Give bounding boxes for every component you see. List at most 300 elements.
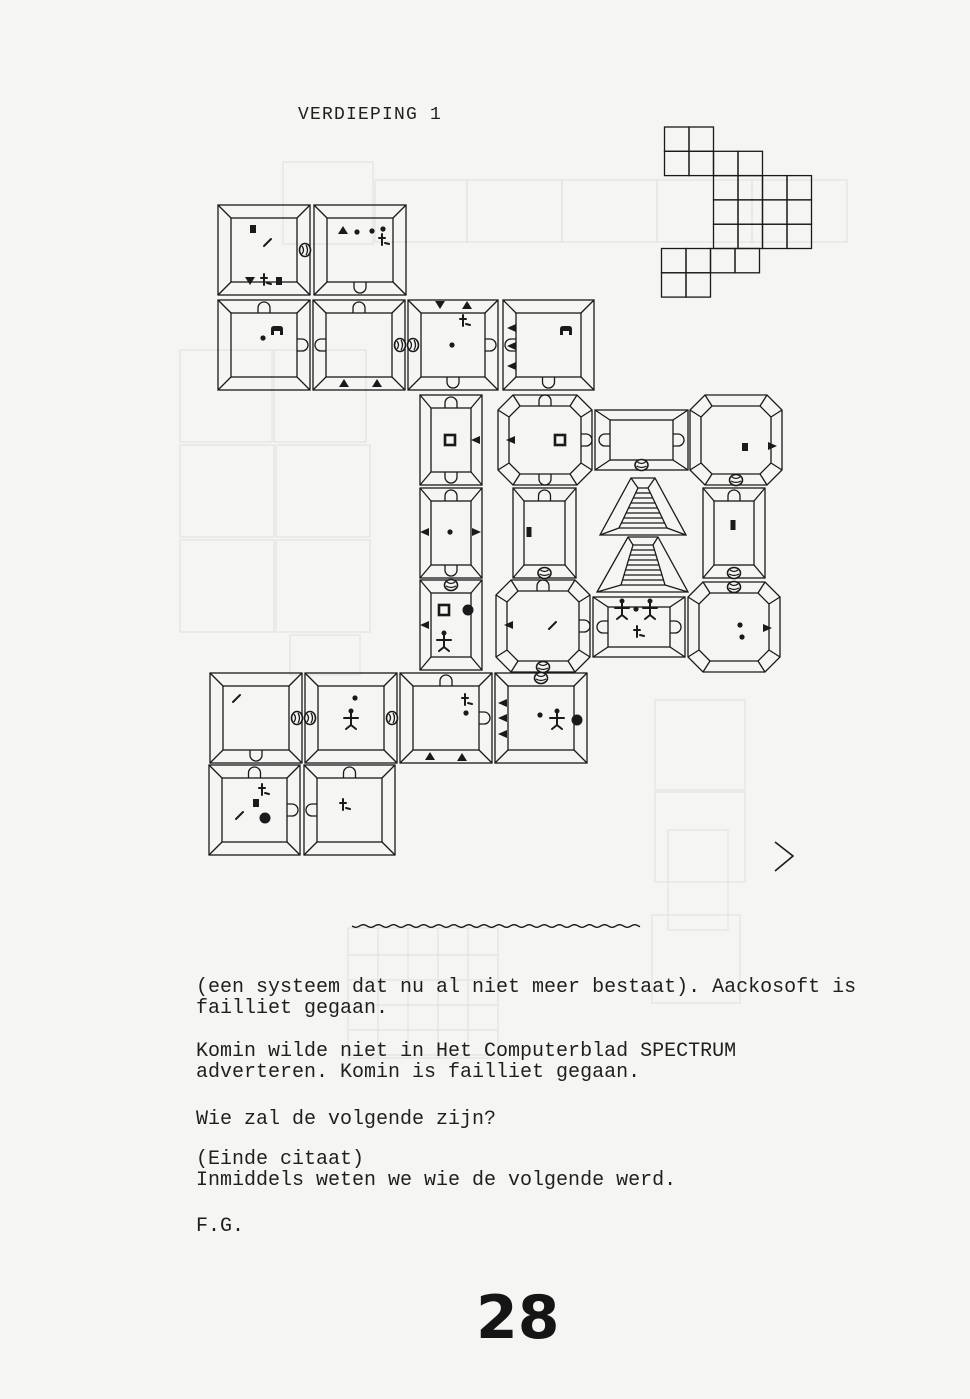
grid-cell [738,200,763,224]
map-room-g [420,395,482,485]
room-bevel-line [304,765,317,778]
shell-outline [387,712,398,725]
grid-cell [763,200,788,224]
room-bevel-line [703,661,710,672]
arrow-left-icon [498,714,507,722]
triangle-up-icon [462,301,472,309]
map-room-e [408,300,499,390]
room-bevel-line [420,488,431,501]
triangle-up-icon [338,226,348,234]
text-line: Komin wilde niet in Het Computerblad SPECTRUM [196,1040,737,1063]
door-arch-icon [479,712,490,724]
room-bevel-line [568,580,575,591]
room-bevel-line [496,595,507,602]
item-dot-icon [739,634,744,639]
doorway-shell-icon [305,712,316,725]
triangle-up-icon [339,379,349,387]
room-bevel-line [579,595,590,602]
door-arch-icon [543,377,555,388]
ball-icon [572,715,583,726]
stairs-up-icon [600,478,686,535]
map-room-w [304,765,395,855]
room-bevel-line [471,488,482,501]
arrow-left-icon [506,436,515,444]
room-bevel-line [382,842,395,855]
separator-wavy-line [352,925,640,928]
room-bevel-line [581,410,592,417]
item-dot-icon [633,606,638,611]
room-bevel-line [384,673,397,686]
room-bevel-line [297,377,310,390]
map-room-n [420,580,482,671]
map-room-d [313,300,406,390]
room-bevel-line [485,300,498,313]
room-bevel-line [565,488,576,501]
room-bevel-line [210,673,223,686]
room-bevel-line [568,661,575,672]
door-arch-icon [306,804,317,816]
door-arch-icon [537,580,549,591]
item-dot-icon [260,335,265,340]
figure-icon [550,709,564,730]
room-bevel-line [392,300,405,313]
room-bevel-line [297,205,310,218]
stairs-edge [631,478,638,488]
door-arch-icon [673,434,684,446]
grid-cell [686,273,711,297]
room-bevel-line [496,650,507,657]
map-rooms [209,205,782,855]
room-outer-wall [690,395,782,485]
room-inner-wall [714,501,754,565]
room-bevel-line [218,300,231,313]
paragraph-3 [196,1109,496,1130]
room-bevel-line [471,565,482,578]
map-room-s [305,673,398,763]
bar-icon [731,520,736,530]
room-bevel-line [593,597,608,607]
room-bevel-line [420,565,431,578]
door-arch-icon [445,565,457,576]
door-arch-icon [287,804,298,816]
door-arch-icon [447,377,459,388]
room-bevel-line [503,300,516,313]
room-bevel-line [673,410,688,420]
room-bevel-line [393,282,406,295]
grid-cell [787,176,812,200]
door-arch-icon [353,302,365,313]
room-bevel-line [479,750,492,763]
room-bevel-line [769,650,780,657]
door-arch-icon [599,434,610,446]
room-bevel-line [420,472,431,485]
grid-cell [787,224,812,248]
text-line: (Einde citaat) [196,1148,365,1171]
paragraph-4 [196,1149,676,1191]
grid-cell [735,249,760,273]
room-bevel-line [690,463,701,470]
room-inner-wall [610,420,673,460]
room-bevel-line [513,565,524,578]
room-inner-wall [317,778,382,842]
ball-icon [463,605,474,616]
room-bevel-line [595,410,610,420]
floor-grid [662,127,812,297]
signature-text: F.G. [196,1215,245,1238]
map-room-i [595,410,688,471]
room-inner-wall [701,406,771,474]
room-bevel-line [471,395,482,408]
door-arch-icon [344,767,356,778]
doorway-shell-icon [537,662,550,673]
ghost-room [290,635,360,675]
shell-outline [537,662,550,673]
shell-outline [538,568,551,579]
text-line: Inmiddels weten we wie de volgende werd. [196,1169,677,1192]
room-bevel-line [420,395,431,408]
room-bevel-line [218,205,231,218]
stairs-down-icon [597,537,688,592]
room-bevel-line [595,460,610,470]
arrow-left-icon [507,362,516,370]
triangle-down-icon [435,301,445,309]
door-arch-icon [440,675,452,686]
ring-icon [555,435,565,445]
shell-outline [730,475,743,486]
room-bevel-line [574,750,587,763]
grid-cell [763,176,788,200]
map-room-r [210,673,303,763]
figure-head [648,599,653,604]
map-room-o [496,580,590,673]
map-room-l [513,488,576,579]
room-bevel-line [570,395,577,406]
grid-cell [686,249,711,273]
grid-cell [763,224,788,248]
arrow-left-icon [420,528,429,536]
room-bevel-line [570,474,577,485]
room-bevel-line [511,661,518,672]
shell-outline [395,339,406,352]
room-bevel-line [754,565,765,578]
figure-icon [437,631,451,652]
item-dot-icon [369,228,374,233]
paragraph-2 [196,1041,736,1083]
dagger-icon [259,784,269,795]
door-arch-icon [597,621,608,633]
room-bevel-line [703,582,710,593]
door-arch-icon [539,490,551,501]
figure-body [643,602,657,619]
grid-cell [714,151,739,175]
ghost-room [467,180,562,242]
dagger-icon [261,274,271,285]
room-bevel-line [670,647,685,657]
arrow-left-icon [420,621,429,629]
map-room-j [690,395,782,486]
room-inner-wall [231,218,297,282]
map-room-v [209,765,300,855]
room-bevel-line [495,750,508,763]
room-bevel-line [670,597,685,607]
doorway-shell-icon [535,673,548,684]
room-bevel-line [513,488,524,501]
item-dot-icon [380,226,385,231]
room-bevel-line [400,673,413,686]
arrow-left-icon [471,436,480,444]
room-bevel-line [513,395,520,406]
shell-outline [300,244,311,257]
room-bevel-line [579,650,590,657]
page-title: VERDIEPING 1 [298,105,443,125]
shell-outline [445,580,458,591]
room-bevel-line [393,205,406,218]
door-arch-icon [445,490,457,501]
room-inner-wall [608,607,670,647]
room-inner-wall [699,593,769,661]
doorway-shell-icon [387,712,398,725]
arrow-right-icon [768,442,777,450]
room-bevel-line [471,657,482,670]
map-room-q [688,582,780,673]
ring-icon [439,605,449,615]
dagger-icon [379,234,389,245]
door-arch-icon [354,282,366,293]
ghost-room [752,180,847,242]
room-bevel-line [758,582,765,593]
room-bevel-line [758,661,765,672]
dagger-icon [462,694,472,705]
room-bevel-line [287,765,300,778]
room-inner-wall [507,591,579,661]
door-arch-icon [258,302,270,313]
shell-outline [535,673,548,684]
ghost-room [375,180,467,242]
item-dot-icon [537,712,542,717]
room-bevel-line [314,282,327,295]
room-bevel-line [754,488,765,501]
door-arch-icon [315,339,326,351]
door-arch-icon [539,395,551,406]
slash-mark-icon [549,622,556,629]
grid-cell [738,176,763,200]
doorway-shell-icon [728,582,741,593]
room-bevel-line [760,395,767,406]
grid-cell [662,249,687,273]
bleed-through-ghost [180,162,847,1058]
figure-head [555,709,560,714]
grid-cell [662,273,687,297]
text-line: Wie zal de volgende zijn? [196,1108,497,1131]
room-bevel-line [471,472,482,485]
room-bevel-line [673,460,688,470]
stairs-icon [597,478,688,592]
grid-cell [738,151,763,175]
doorway-shell-icon [395,339,406,352]
room-bevel-line [771,463,782,470]
shell-outline [635,460,648,471]
grid-cell [689,127,714,151]
room-inner-wall [223,686,289,750]
stairs-edge [653,537,658,545]
doorway-shell-icon [300,244,311,257]
map-room-f [503,300,594,390]
door-arch-icon [728,490,740,501]
dagger-icon [340,799,350,810]
room-bevel-line [690,410,701,417]
grid-cell [689,151,714,175]
arrow-left-icon [498,699,507,707]
paragraph-1 [196,977,856,1019]
block-icon [253,799,259,807]
stairs-edge [628,537,633,545]
ghost-room [180,540,274,632]
room-bevel-line [305,750,318,763]
map-room-p [593,597,685,657]
door-arch-icon [579,620,590,632]
item-dot-icon [463,710,468,715]
ghost-room [274,350,366,442]
ghost-room [276,445,370,537]
room-inner-wall [326,313,392,377]
block-icon [276,277,282,285]
ghost-room [655,700,745,790]
room-bevel-line [495,673,508,686]
doorway-shell-icon [538,568,551,579]
room-bevel-line [703,488,714,501]
ghost-room [180,445,274,537]
ghost-room [276,540,370,632]
item-dot-icon [737,622,742,627]
doorway-shell-icon [728,568,741,579]
doorway-shell-icon [730,475,743,486]
ghost-room [180,350,272,442]
item-dot-icon [354,229,359,234]
room-bevel-line [408,300,421,313]
block-icon [250,225,256,233]
door-arch-icon [297,339,308,351]
triangle-up-icon [457,753,467,761]
arrow-right-icon [763,624,772,632]
room-inner-wall [222,778,287,842]
arrow-right-icon [472,528,481,536]
ghost-room [562,180,657,242]
arrow-left-icon [498,730,507,738]
room-bevel-line [581,377,594,390]
room-bevel-line [574,673,587,686]
room-bevel-line [210,750,223,763]
figure-head [442,631,447,636]
room-bevel-line [593,647,608,657]
map-room-m [703,488,765,579]
door-arch-icon [539,474,551,485]
slash-mark-icon [264,239,271,246]
map-room-t [400,673,492,763]
grid-cell [714,200,739,224]
room-bevel-line [218,282,231,295]
room-bevel-line [513,474,520,485]
doorway-shell-icon [635,460,648,471]
room-bevel-line [471,580,482,593]
grid-cell [787,200,812,224]
shell-outline [728,568,741,579]
map-room-b [314,205,406,295]
page-number: 28 [476,1283,560,1353]
item-dot-icon [449,342,454,347]
door-arch-icon [670,621,681,633]
room-bevel-line [485,377,498,390]
shell-outline [305,712,316,725]
figure-icon [643,599,657,620]
room-bevel-line [384,750,397,763]
room-bevel-line [218,377,231,390]
room-inner-wall [509,406,581,474]
room-bevel-line [688,650,699,657]
figure-head [620,599,625,604]
room-bevel-line [703,565,714,578]
room-bevel-line [382,765,395,778]
grid-cell [714,176,739,200]
chest-icon [271,326,283,335]
arrow-left-icon [504,621,513,629]
text-line: adverteren. Komin is failliet gegaan. [196,1061,641,1084]
grid-cell [738,224,763,248]
room-inner-wall [431,408,471,472]
doorway-shell-icon [292,712,303,725]
room-inner-wall [231,313,297,377]
room-bevel-line [297,282,310,295]
room-bevel-line [313,377,326,390]
door-arch-icon [249,767,261,778]
map-room-k [420,488,482,578]
map-room-c [218,300,310,390]
triangle-down-icon [245,277,255,285]
room-bevel-line [581,463,592,470]
room-bevel-line [408,377,421,390]
figure-icon [344,709,358,730]
text-line: failliet gegaan. [196,997,389,1020]
room-bevel-line [503,377,516,390]
shell-outline [292,712,303,725]
figure-body [615,602,629,619]
slash-mark-icon [236,812,243,819]
item-dot-icon [447,529,452,534]
room-bevel-line [705,474,712,485]
figure-head [349,709,354,714]
triangle-up-icon [372,379,382,387]
figure-body [437,634,451,651]
dagger-icon [460,315,470,326]
item-dot-icon [352,695,357,700]
door-arch-icon [581,434,592,446]
room-bevel-line [760,474,767,485]
arrow-left-icon [507,342,516,350]
chevron-right-icon [775,842,793,871]
ball-icon [260,813,271,824]
stairs-edge [648,478,655,488]
slash-mark-icon [233,695,240,702]
map-room-u [495,673,587,764]
map-room-h [498,395,592,485]
room-bevel-line [705,395,712,406]
ring-icon [445,435,455,445]
grid-cell [665,151,690,175]
room-bevel-line [565,565,576,578]
room-bevel-line [479,673,492,686]
stairs-outline [600,478,686,535]
room-bevel-line [771,410,782,417]
door-arch-icon [485,339,496,351]
